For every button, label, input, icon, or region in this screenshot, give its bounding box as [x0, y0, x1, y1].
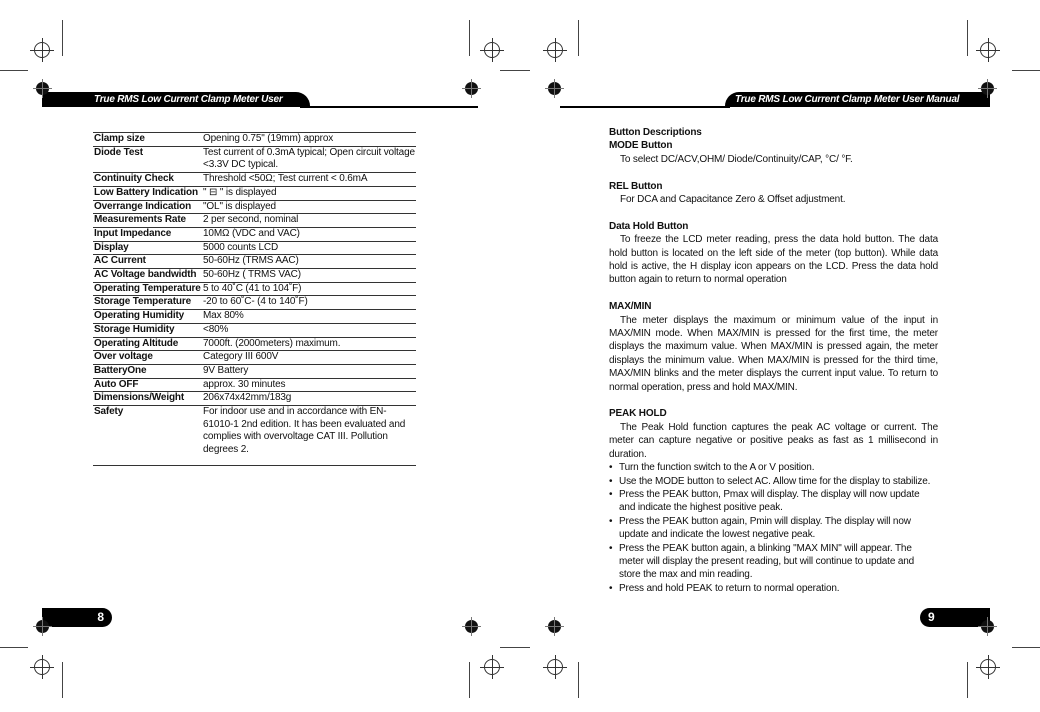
registration-mark-icon [547, 42, 563, 58]
spec-value: 50-60Hz (TRMS AAC) [202, 255, 416, 269]
spec-value: "OL" is displayed [202, 200, 416, 214]
registration-mark-icon [484, 659, 500, 675]
table-row [93, 364, 416, 378]
spec-label: AC Current [93, 255, 202, 269]
crop-mark [62, 662, 63, 698]
crop-mark [967, 20, 968, 56]
registration-dot-icon [981, 620, 994, 633]
crop-mark [500, 70, 530, 71]
spec-value: Threshold <50Ω; Test current < 0.6mA [202, 173, 416, 187]
max-min-heading: MAX/MIN [609, 301, 652, 313]
list-item: • Press the PEAK button again, a blinking "MAX MIN" will appear. The meter will display the present reading, but will continue to update and store the max and min reading. [609, 542, 938, 582]
peak-hold-heading: PEAK HOLD [609, 408, 667, 420]
spec-label: Over voltage [93, 351, 202, 365]
page-number-left: 8 [42, 608, 112, 627]
crop-mark [0, 70, 28, 71]
registration-mark-icon [980, 659, 996, 675]
spec-label: Display [93, 241, 202, 255]
spec-label: Storage Humidity [93, 323, 202, 337]
table-row [93, 269, 416, 283]
crop-mark [1012, 70, 1040, 71]
table-row [93, 186, 416, 200]
data-hold-heading: Data Hold Button [609, 220, 689, 232]
spec-value: Category III 600V [202, 351, 416, 365]
peak-hold-steps [609, 461, 938, 595]
spec-label: Diode Test [93, 146, 202, 172]
peak-hold-text: The Peak Hold function captures the peak AC voltage or current. The meter can capture negative or positive peaks as fast as 1 millisecond in duration. [609, 421, 938, 460]
spec-label: AC Voltage bandwidth [93, 269, 202, 283]
button-descriptions [609, 126, 938, 595]
registration-dot-icon [548, 82, 561, 95]
registration-dot-icon [36, 620, 49, 633]
registration-mark-icon [980, 42, 996, 58]
spec-value: 206x74x42mm/183g [202, 392, 416, 406]
spec-value: Opening 0.75" (19mm) approx [202, 133, 416, 147]
crop-mark [578, 20, 579, 56]
list-item: • Press and hold PEAK to return to normal operation. [609, 582, 938, 595]
registration-dot-icon [981, 82, 994, 95]
table-row [93, 227, 416, 241]
spec-value: 50-60Hz ( TRMS VAC) [202, 269, 416, 283]
table-row [93, 146, 416, 172]
spec-label: Operating Temperature [93, 282, 202, 296]
right-header-rule [560, 106, 730, 108]
spec-value: 10MΩ (VDC and VAC) [202, 227, 416, 241]
table-row [93, 351, 416, 365]
left-header-band: True RMS Low Current Clamp Meter User Manual [42, 92, 310, 107]
spec-value: 5 to 40˚C (41 to 104˚F) [202, 282, 416, 296]
table-row [93, 200, 416, 214]
crop-mark [469, 20, 470, 56]
max-min-text: The meter displays the maximum or minimum value of the input in MAX/MIN mode. When MAX/MIN is pressed for the first time, the meter displays the maximum value. When MAX/MIN is pressed again, the meter displays the minimum value. When MAX/MIN is pressed for the third time, MAX/MIN blinks and the meter displays the current input value. To return to normal operation, press and hold MAX/MIN. [609, 314, 938, 393]
spec-label: BatteryOne [93, 364, 202, 378]
crop-mark [578, 662, 579, 698]
spec-label: Safety [94, 406, 124, 418]
table-row [93, 406, 416, 466]
section-title: Button Descriptions [609, 127, 702, 138]
registration-dot-icon [465, 82, 478, 95]
specifications-table [93, 132, 416, 466]
registration-dot-icon [548, 620, 561, 633]
spec-value: 7000ft. (2000meters) maximum. [202, 337, 416, 351]
list-item: • Press the PEAK button again, Pmin will display. The display will now update and indicate the lowest negative peak. [609, 515, 938, 542]
table-row [93, 378, 416, 392]
crop-mark [967, 662, 968, 698]
table-row [93, 323, 416, 337]
crop-mark [1012, 647, 1040, 648]
crop-mark [0, 647, 28, 648]
table-row [93, 255, 416, 269]
spec-value: " ⊟ " is displayed [202, 186, 416, 200]
spec-label: Operating Humidity [93, 310, 202, 324]
table-row [93, 282, 416, 296]
crop-mark [469, 662, 470, 698]
list-item: • Use the MODE button to select AC. Allow time for the display to stabilize. [609, 475, 938, 488]
spec-label: Auto OFF [93, 378, 202, 392]
spec-value: 5000 counts LCD [202, 241, 416, 255]
mode-button-text: To select DC/ACV,OHM/ Diode/Continuity/CAP, °C/ °F. [620, 153, 853, 165]
list-item: • Press the PEAK button, Pmax will display. The display will now update and indicate the highest positive peak. [609, 488, 938, 515]
spec-value: Test current of 0.3mA typical; Open circuit voltage <3.3V DC typical. [202, 146, 416, 172]
right-header-band: True RMS Low Current Clamp Meter User Manual [725, 92, 990, 107]
left-header-rule [300, 106, 478, 108]
spec-value: For indoor use and in accordance with EN-61010-1 2nd edition. It has been evaluated and complies with overvoltage CAT III. Pollution degrees 2. [203, 406, 406, 456]
table-row [93, 310, 416, 324]
table-row [93, 173, 416, 187]
table-row [93, 337, 416, 351]
list-item: • Turn the function switch to the A or V position. [609, 461, 938, 474]
spec-value: 9V Battery [202, 364, 416, 378]
rel-button-text: For DCA and Capacitance Zero & Offset adjustment. [620, 194, 846, 206]
table-row [93, 296, 416, 310]
table-row [93, 241, 416, 255]
spec-label: Measurements Rate [93, 214, 202, 228]
table-row [93, 392, 416, 406]
spec-value: approx. 30 minutes [202, 378, 416, 392]
crop-mark [62, 20, 63, 56]
spec-label: Low Battery Indication [93, 186, 202, 200]
page-number-right: 9 [920, 608, 990, 627]
mode-button-heading: MODE Button [609, 140, 673, 152]
registration-mark-icon [484, 42, 500, 58]
registration-mark-icon [34, 42, 50, 58]
registration-mark-icon [547, 659, 563, 675]
spec-value: 2 per second, nominal [202, 214, 416, 228]
registration-mark-icon [34, 659, 50, 675]
spec-label: Operating Altitude [93, 337, 202, 351]
spec-value: Max 80% [202, 310, 416, 324]
registration-dot-icon [36, 82, 49, 95]
crop-mark [500, 647, 530, 648]
spec-label: Overrange Indication [93, 200, 202, 214]
rel-button-heading: REL Button [609, 180, 663, 192]
spec-value: <80% [202, 323, 416, 337]
spec-label: Dimensions/Weight [93, 392, 202, 406]
spec-label: Input Impedance [93, 227, 202, 241]
spec-label: Clamp size [93, 133, 202, 147]
spec-value: -20 to 60˚C- (4 to 140˚F) [202, 296, 416, 310]
spec-label: Continuity Check [93, 173, 202, 187]
spec-label: Storage Temperature [93, 296, 202, 310]
data-hold-text: To freeze the LCD meter reading, press the data hold button. The data hold button is located on the left side of the meter (top button). While data hold is active, the H display icon appears on the LCD. Press the data hold button again to return to normal operation [609, 234, 938, 286]
table-row [93, 214, 416, 228]
registration-dot-icon [465, 620, 478, 633]
table-row [93, 133, 416, 147]
